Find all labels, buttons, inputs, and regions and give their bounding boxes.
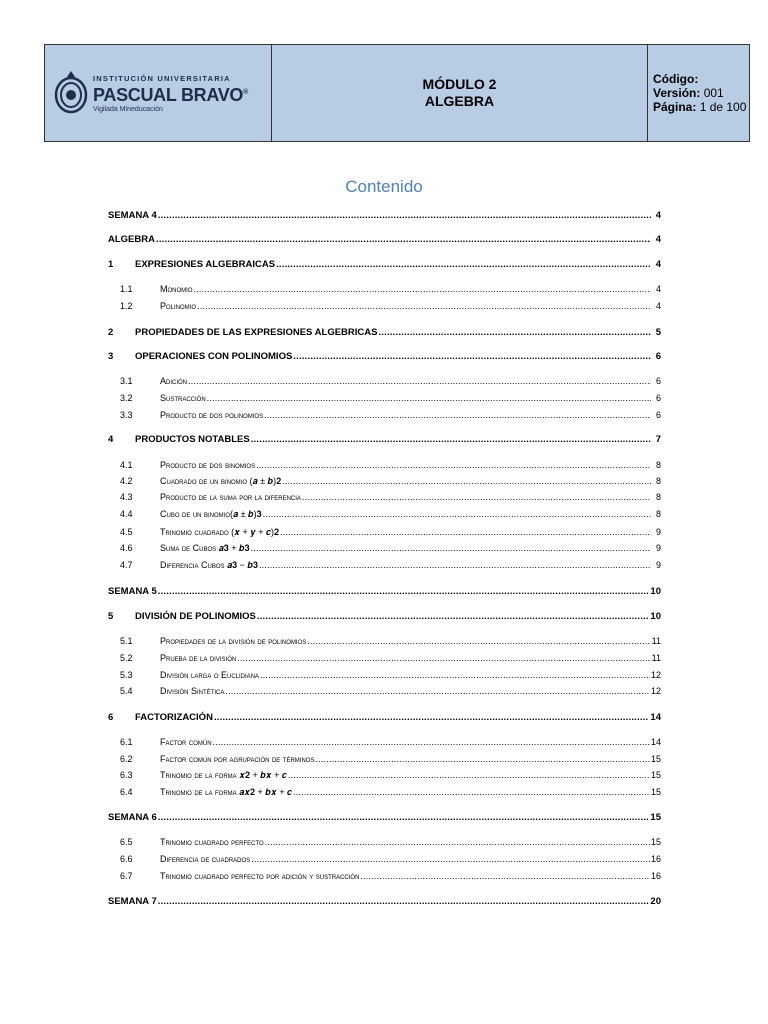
module-subject: ALGEBRA (424, 93, 495, 109)
toc-entry-page: 11 (651, 636, 661, 646)
toc-entry-label: Cuadrado de un binomio (𝒂 ± 𝒃)𝟐 (160, 476, 282, 486)
version-label: Versión: (653, 86, 701, 100)
toc-entry-page: 11 (651, 653, 661, 663)
toc-entry-page: 16 (650, 854, 661, 864)
toc-entry-number: 5.1 (120, 636, 133, 646)
logo-cell (45, 45, 272, 141)
toc-entry[interactable] (108, 434, 661, 445)
toc-dot-leader (264, 410, 651, 420)
toc-entry-page: 4 (655, 259, 661, 270)
toc-entry[interactable] (108, 234, 661, 245)
toc-entry-number: 6.6 (120, 854, 133, 864)
toc-entry-page: 5 (655, 327, 661, 338)
toc-entry-page: 12 (650, 670, 661, 680)
toc-dot-leader (251, 434, 651, 445)
toc-entry-number: 2 (108, 327, 114, 338)
toc-dot-leader (378, 327, 651, 338)
toc-entry-label: FACTORIZACIÓN (135, 712, 213, 723)
toc-entry-label: Trinomio cuadrado (𝒙 + 𝒚 + 𝒄)𝟐 (160, 527, 280, 537)
toc-entry[interactable] (108, 492, 661, 502)
toc-entry-number: 6.5 (120, 837, 133, 847)
toc-entry-page: 10 (650, 586, 661, 597)
toc-entry[interactable] (108, 636, 661, 646)
toc-entry-page: 8 (655, 492, 661, 502)
toc-entry-label: EXPRESIONES ALGEBRAICAS (135, 259, 276, 270)
toc-entry-page: 15 (650, 812, 661, 823)
toc-entry-number: 1 (108, 259, 114, 270)
codigo-label: Código: (653, 72, 699, 86)
toc-entry[interactable] (108, 712, 661, 723)
toc-entry-page: 4 (655, 234, 661, 245)
toc-entry-label: SEMANA 5 (108, 586, 157, 597)
module-number: MÓDULO 2 (422, 76, 497, 92)
toc-entry[interactable] (108, 476, 661, 487)
toc-dot-leader (188, 376, 651, 386)
toc-entry-page: 9 (655, 527, 661, 537)
toc-entry-label: Suma de Cubos 𝒂𝟑 + 𝒃𝟑 (160, 543, 250, 553)
toc-entry[interactable] (108, 770, 661, 781)
toc-dot-leader (256, 460, 651, 470)
toc-dot-leader (213, 737, 650, 747)
toc-entry-page: 6 (655, 410, 661, 420)
toc-entry-label: SEMANA 7 (108, 896, 157, 907)
toc-entry-number: 4.3 (120, 492, 133, 502)
toc-entry-page: 8 (655, 476, 661, 486)
toc-entry-label: Monomio (160, 284, 193, 294)
toc-entry-number: 6.2 (120, 754, 133, 764)
toc-entry[interactable] (108, 812, 661, 823)
toc-entry[interactable] (108, 611, 661, 622)
toc-entry-page: 16 (650, 871, 661, 881)
toc-entry-label: Diferencia Cubos 𝒂𝟑 − 𝒃𝟑 (160, 560, 258, 570)
toc-entry-number: 4.7 (120, 560, 133, 570)
toc-entry-number: 5 (108, 611, 114, 622)
toc-dot-leader (260, 670, 650, 680)
toc-entry[interactable] (108, 509, 661, 520)
toc-entry[interactable] (108, 460, 661, 470)
toc-dot-leader (237, 653, 650, 663)
toc-dot-leader (265, 837, 650, 847)
toc-entry-number: 6.1 (120, 737, 133, 747)
toc-dot-leader (158, 896, 650, 907)
toc-entry-label: Producto de la suma por la diferencia (160, 492, 301, 502)
toc-entry-page: 12 (650, 686, 661, 696)
toc-entry[interactable] (108, 737, 661, 747)
toc-dot-leader (280, 527, 651, 537)
toc-entry-page: 6 (655, 393, 661, 403)
module-cell (272, 45, 648, 141)
toc-entry-page: 15 (650, 787, 661, 797)
toc-entry-number: 5.4 (120, 686, 133, 696)
toc-entry-number: 5.3 (120, 670, 133, 680)
toc-entry-label: OPERACIONES CON POLINOMIOS (135, 351, 293, 362)
toc-entry-number: 4.5 (120, 527, 133, 537)
toc-dot-leader (257, 611, 650, 622)
toc-entry[interactable] (108, 259, 661, 270)
toc-dot-leader (259, 560, 651, 570)
toc-entry[interactable] (108, 686, 661, 696)
toc-entry-label: Trinomio cuadrado perfecto por adición y sustracción (160, 871, 360, 881)
toc-entry-page: 9 (655, 560, 661, 570)
toc-entry-label: División Sintética (160, 686, 225, 696)
toc-entry-page: 15 (650, 754, 661, 764)
toc-entry[interactable] (108, 410, 661, 420)
toc-entry-label: Factor común por agrupación de términos (160, 754, 315, 764)
toc-entry[interactable] (108, 301, 661, 311)
toc-entry-label: PROPIEDADES DE LAS EXPRESIONES ALGEBRICAS (135, 327, 378, 338)
toc-entry-page: 9 (655, 543, 661, 553)
toc-dot-leader (302, 492, 651, 502)
toc-dot-leader (214, 712, 649, 723)
toc-entry-page: 4 (655, 301, 661, 311)
toc-entry-number: 4.6 (120, 543, 133, 553)
toc-entry[interactable] (108, 393, 661, 403)
toc-title: Contenido (345, 177, 423, 196)
registered-mark: ® (243, 88, 248, 96)
toc-entry-number: 3.2 (120, 393, 133, 403)
toc-entry-label: DIVISIÓN DE POLINOMIOS (135, 611, 256, 622)
toc-entry-number: 3.1 (120, 376, 133, 386)
toc-entry-label: Cubo de un binomio(𝒂 ± 𝒃)𝟑 (160, 509, 262, 519)
toc-dot-leader (360, 871, 650, 881)
toc-entry-page: 6 (655, 351, 661, 362)
toc-dot-leader (156, 234, 651, 245)
toc-entry-label: Propiedades de la división de polinomios (160, 636, 307, 646)
logo-name: PASCUAL BRAVO® (93, 84, 248, 105)
toc-dot-leader (251, 543, 651, 553)
toc-entry[interactable] (108, 560, 661, 571)
toc-entry-label: División larga o Euclidiana (160, 670, 260, 680)
document-header (44, 44, 750, 142)
toc-entry[interactable] (108, 871, 661, 881)
pagina-value: 1 de 100 (699, 100, 747, 114)
toc-entry-number: 1.1 (120, 284, 133, 294)
toc-entry-label: Adición (160, 376, 188, 386)
toc-dot-leader (197, 301, 651, 311)
toc-entry-label: Trinomio cuadrado perfecto (160, 837, 264, 847)
toc-entry-label: Diferencia de cuadrados (160, 854, 251, 864)
toc-dot-leader (276, 259, 651, 270)
meta-cell (648, 45, 749, 141)
toc-entry-number: 4 (108, 434, 114, 445)
toc-dot-leader (158, 812, 650, 823)
toc-entry-number: 6.7 (120, 871, 133, 881)
toc-entry[interactable] (108, 787, 661, 798)
toc-entry-page: 6 (655, 376, 661, 386)
pagina-label: Página: (653, 100, 697, 114)
toc-entry-page: 4 (655, 284, 661, 294)
toc-entry-number: 4.1 (120, 460, 133, 470)
toc-dot-leader (307, 636, 650, 646)
toc-entry-label: Polinomio (160, 301, 197, 311)
toc-entry-page: 14 (650, 737, 661, 747)
toc-entry-label: SEMANA 4 (108, 210, 157, 221)
toc-entry-page: 8 (655, 460, 661, 470)
toc-entry-page: 10 (650, 611, 661, 622)
toc-entry-number: 3 (108, 351, 114, 362)
toc-entry-number: 6.4 (120, 787, 133, 797)
toc-entry-number: 4.4 (120, 509, 133, 519)
toc-entry-number: 6.3 (120, 770, 133, 780)
toc-entry[interactable] (108, 653, 661, 663)
toc-dot-leader (293, 787, 650, 797)
toc-dot-leader (263, 509, 651, 519)
toc-entry-label: ALGEBRA (108, 234, 155, 245)
toc-entry[interactable] (108, 543, 661, 554)
toc-entry[interactable] (108, 754, 661, 764)
toc-dot-leader (288, 770, 650, 780)
toc-entry-label: Factor común (160, 737, 212, 747)
toc-entry-page: 20 (650, 896, 661, 907)
toc-entry-label: Producto de dos binomios (160, 460, 256, 470)
toc-entry-label: Prueba de la división (160, 653, 237, 663)
toc-entry-number: 5.2 (120, 653, 133, 663)
toc-entry-number: 4.2 (120, 476, 133, 486)
toc-entry[interactable] (108, 854, 661, 864)
toc-entry-page: 14 (650, 712, 661, 723)
toc-entry-label: Trinomio de la forma 𝒙𝟐 + 𝒃𝒙 + 𝒄 (160, 770, 287, 780)
toc-entry[interactable] (108, 327, 661, 338)
toc-entry-page: 4 (655, 210, 661, 221)
toc-dot-leader (207, 393, 651, 403)
toc-entry[interactable] (108, 896, 661, 907)
toc-entry-label: Sustracción (160, 393, 206, 403)
toc-dot-leader (194, 284, 652, 294)
toc-entry-page: 7 (655, 434, 661, 445)
toc-dot-leader (293, 351, 651, 362)
toc-entry-page: 8 (655, 509, 661, 519)
toc-entry-page: 15 (650, 837, 661, 847)
toc-entry[interactable] (108, 376, 661, 386)
toc-entry-page: 15 (650, 770, 661, 780)
toc-dot-leader (225, 686, 650, 696)
toc-dot-leader (158, 210, 651, 221)
toc-entry-number: 3.3 (120, 410, 133, 420)
version-value: 001 (703, 86, 724, 100)
logo-institution-line: INSTITUCIÓN UNIVERSITARIA (93, 73, 231, 83)
toc-dot-leader (158, 586, 650, 597)
toc-entry[interactable] (108, 210, 661, 221)
toc-entry-label: SEMANA 6 (108, 812, 157, 823)
toc-entry[interactable] (108, 837, 661, 847)
toc-dot-leader (282, 476, 651, 486)
toc-dot-leader (251, 854, 650, 864)
toc-entry[interactable] (108, 670, 661, 680)
toc-entry[interactable] (108, 351, 661, 362)
toc-entry-label: Producto de dos polinomios (160, 410, 264, 420)
toc-dot-leader (315, 754, 650, 764)
toc-entry[interactable] (108, 284, 661, 294)
toc-entry-label: Trinomio de la forma 𝒂𝒙𝟐 + 𝒃𝒙 + 𝒄 (160, 787, 292, 797)
toc-entry[interactable] (108, 527, 661, 538)
logo-tagline: Vigilada Mineducación (93, 105, 163, 113)
toc-entry-label: PRODUCTOS NOTABLES (135, 434, 250, 445)
toc-entry-number: 6 (108, 712, 114, 723)
institution-seal-icon (53, 69, 89, 117)
toc-entry[interactable] (108, 586, 661, 597)
toc-entry-number: 1.2 (120, 301, 133, 311)
